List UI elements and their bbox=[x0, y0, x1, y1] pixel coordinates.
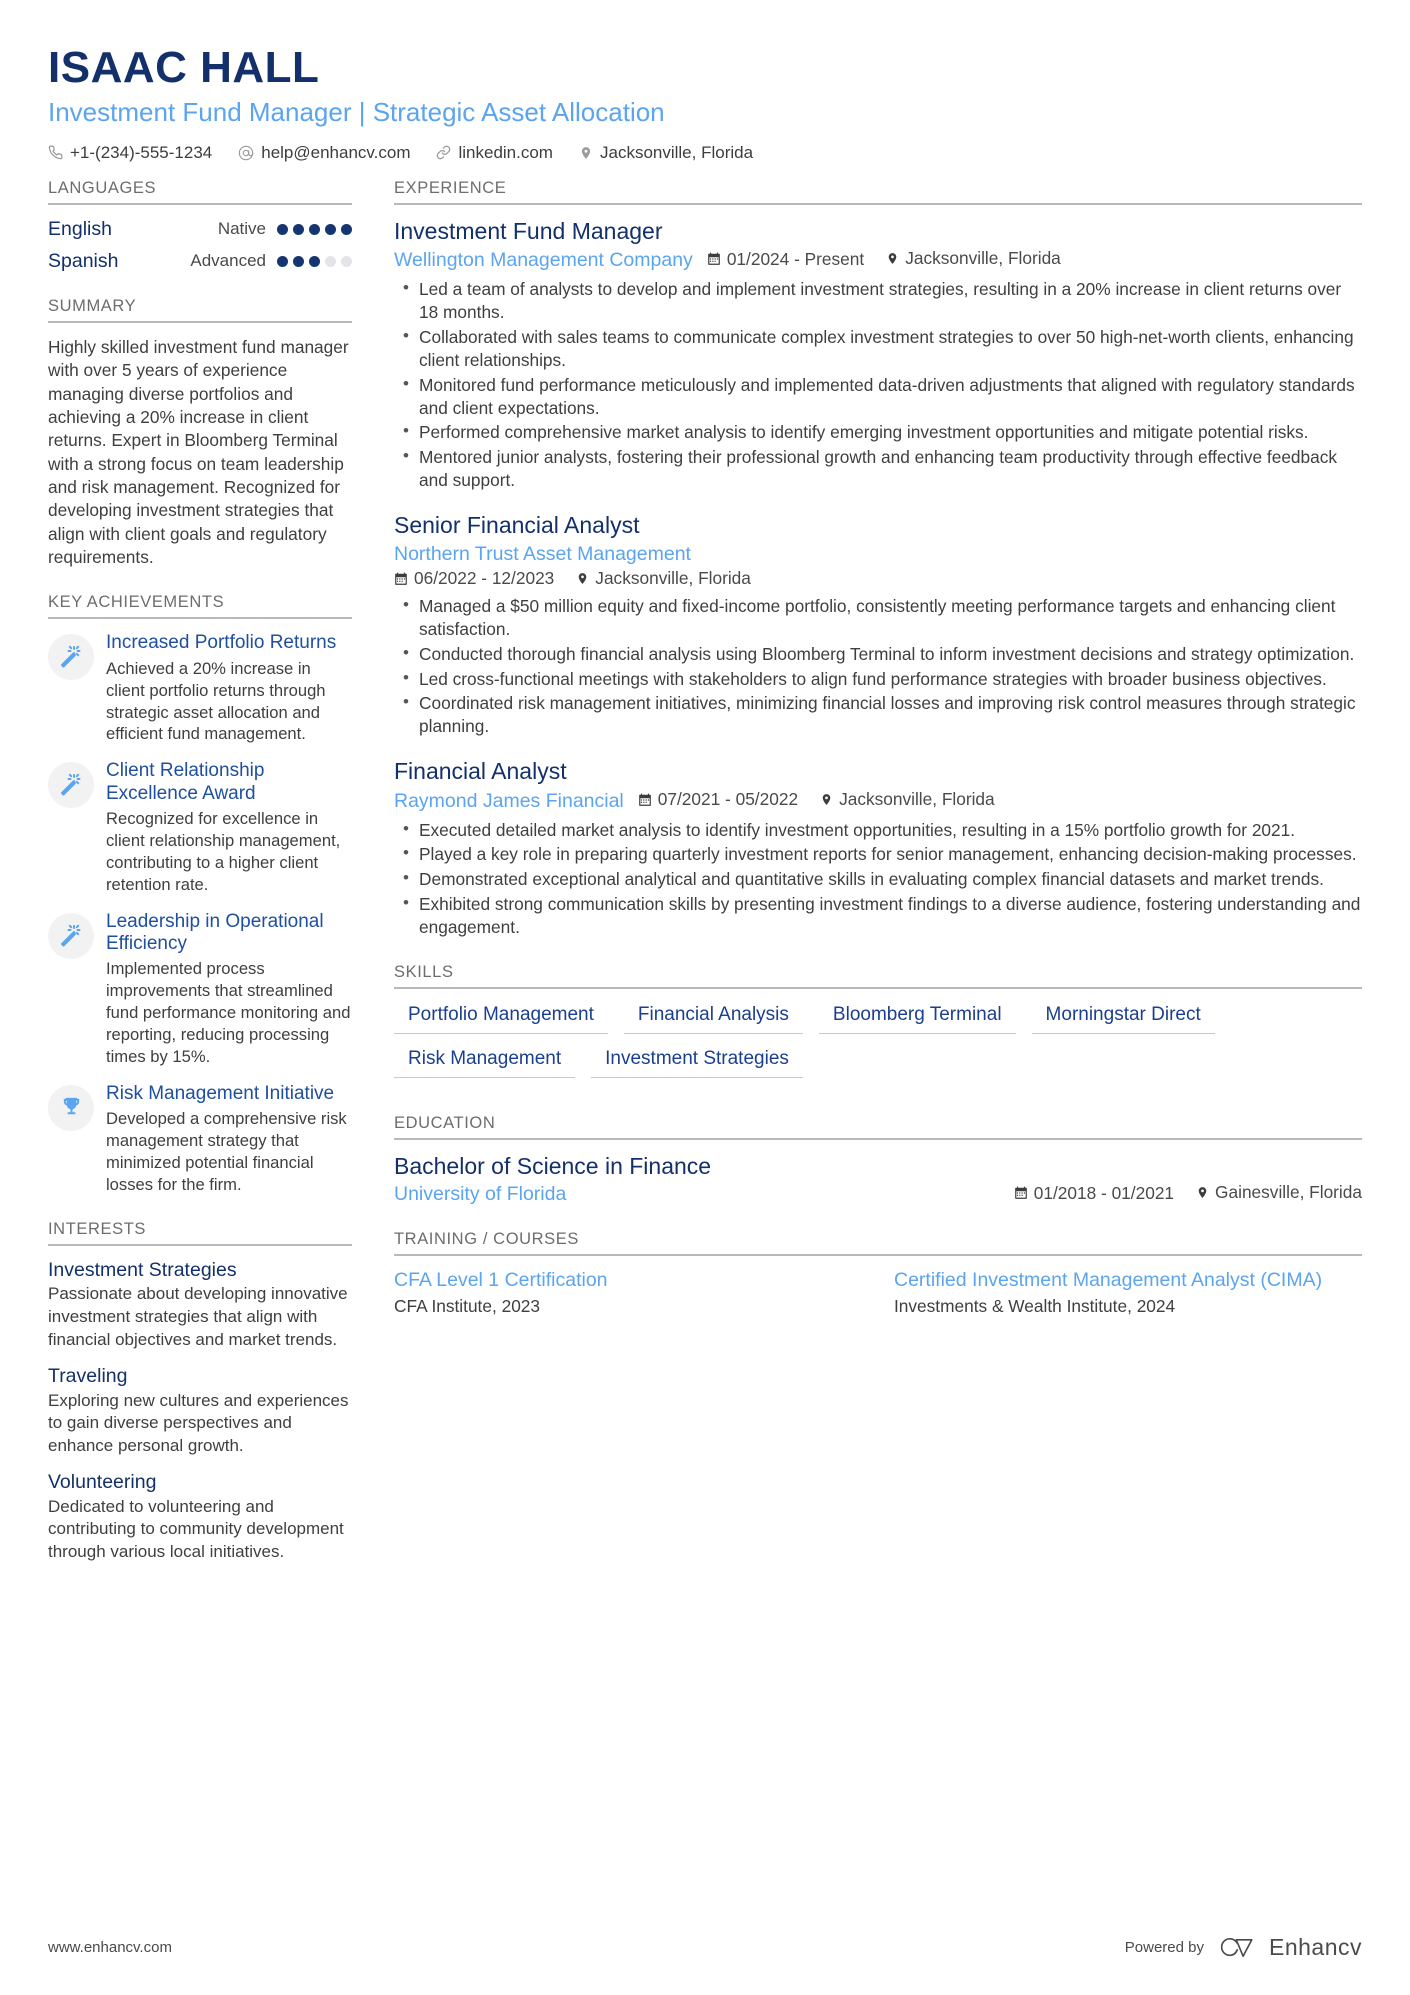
job-bullet: • Demonstrated exceptional analytical and quantitative skills in evaluating complex financial datasets and market trends. bbox=[416, 868, 1362, 891]
job-location-text: Jacksonville, Florida bbox=[839, 788, 995, 809]
magic-wand-icon bbox=[48, 634, 94, 680]
section-title-experience: EXPERIENCE bbox=[394, 179, 1362, 205]
achievement-title: Increased Portfolio Returns bbox=[106, 632, 337, 654]
skill-chip: Portfolio Management bbox=[394, 1002, 608, 1034]
page-footer bbox=[48, 1934, 1362, 1961]
job-bullet: • Played a key role in preparing quarterly investment reports for senior management, enhancing decision-making processes. bbox=[416, 843, 1362, 866]
achievement-title: Leadership in Operational Efficiency bbox=[106, 910, 324, 955]
contact-location-text: Jacksonville, Florida bbox=[599, 142, 754, 162]
magic-wand-icon bbox=[48, 913, 94, 959]
interest-desc: Dedicated to volunteering and contributing to community development through various local initiatives. bbox=[48, 1496, 344, 1561]
location-pin-icon bbox=[579, 145, 593, 161]
job-bullet: • Led a team of analysts to develop and implement investment strategies, resulting in a 20% increase in client returns over 18 months. bbox=[416, 278, 1362, 324]
experience-item bbox=[394, 758, 1362, 939]
section-title-key-achievements: KEY ACHIEVEMENTS bbox=[48, 593, 352, 619]
skill-chip: Financial Analysis bbox=[624, 1002, 803, 1034]
enhancv-mark-icon bbox=[1218, 1935, 1260, 1961]
language-level: Native bbox=[217, 219, 266, 239]
education-meta-right bbox=[1014, 1182, 1362, 1204]
interest-desc: Passionate about developing innovative investment strategies that align with financial objectives and market trends. bbox=[48, 1284, 348, 1349]
skill-chip: Risk Management bbox=[394, 1046, 575, 1078]
phone-icon bbox=[48, 145, 63, 160]
training-sub: Investments & Wealth Institute, 2024 bbox=[894, 1295, 1176, 1316]
job-meta bbox=[394, 248, 1362, 272]
enhancv-wordmark: Enhancv bbox=[1268, 1934, 1362, 1960]
job-bullet-list bbox=[394, 819, 1362, 939]
job-location bbox=[576, 568, 751, 589]
section-summary bbox=[48, 297, 352, 569]
language-rating-dots bbox=[277, 256, 352, 267]
section-languages bbox=[48, 179, 352, 273]
link-icon bbox=[436, 145, 451, 160]
section-title-interests: INTERESTS bbox=[48, 1220, 352, 1246]
training-item bbox=[878, 1269, 1362, 1316]
contact-linkedin-text: linkedin.com bbox=[458, 142, 553, 162]
education-dates bbox=[1014, 1183, 1174, 1204]
training-sub: CFA Institute, 2023 bbox=[394, 1295, 541, 1316]
achievement-body bbox=[106, 1083, 352, 1196]
training-list bbox=[394, 1269, 1362, 1316]
achievement-body bbox=[106, 911, 352, 1068]
calendar-icon bbox=[707, 252, 721, 266]
section-skills bbox=[394, 963, 1362, 1090]
language-row bbox=[48, 218, 352, 241]
summary-text: Highly skilled investment fund manager with over 5 years of experience managing diverse portfolios and achieving a 20% increase in client returns. Expert in Bloomberg Terminal with a strong focus on team leadership and risk management. Recognized for developing investment strategies that align with client goals and regulatory requirements. bbox=[48, 336, 349, 567]
achievement-title: Risk Management Initiative bbox=[106, 1082, 335, 1104]
candidate-name: ISAAC HALL bbox=[48, 43, 320, 92]
achievement-item bbox=[48, 1083, 352, 1196]
education-dates-text: 01/2018 - 01/2021 bbox=[1033, 1182, 1175, 1203]
contact-row bbox=[48, 143, 1362, 163]
experience-item bbox=[394, 218, 1362, 492]
powered-by-block bbox=[1125, 1934, 1362, 1961]
contact-location bbox=[579, 143, 753, 163]
location-pin-icon bbox=[1196, 1185, 1209, 1200]
job-location-text: Jacksonville, Florida bbox=[905, 248, 1061, 269]
interest-item bbox=[48, 1259, 352, 1351]
job-bullet: • Managed a $50 million equity and fixed-income portfolio, consistently meeting performance targets and enhancing client satisfaction. bbox=[416, 595, 1362, 641]
education-item bbox=[394, 1153, 1362, 1207]
job-title: Investment Fund Manager bbox=[394, 217, 663, 244]
achievement-desc: Developed a comprehensive risk management strategy that minimized potential financial losses for the firm. bbox=[106, 1109, 347, 1195]
section-title-summary: SUMMARY bbox=[48, 297, 352, 323]
footer-website[interactable]: www.enhancv.com bbox=[48, 1939, 172, 1956]
resume-columns bbox=[48, 179, 1362, 1588]
education-meta bbox=[394, 1182, 1362, 1206]
contact-email[interactable] bbox=[238, 143, 410, 163]
powered-by-label: Powered by bbox=[1124, 1939, 1204, 1956]
experience-item bbox=[394, 512, 1362, 738]
enhancv-logo bbox=[1218, 1934, 1362, 1961]
interest-title: Traveling bbox=[48, 1365, 128, 1388]
education-school: University of Florida bbox=[394, 1183, 567, 1206]
contact-phone[interactable] bbox=[48, 143, 212, 163]
education-location-text: Gainesville, Florida bbox=[1215, 1182, 1362, 1203]
skills-list bbox=[394, 1002, 1362, 1090]
job-title: Financial Analyst bbox=[394, 758, 567, 784]
candidate-headline: Investment Fund Manager | Strategic Asset Allocation bbox=[48, 97, 665, 128]
contact-linkedin[interactable] bbox=[436, 143, 553, 163]
training-title: CFA Level 1 Certification bbox=[394, 1269, 608, 1292]
job-bullet: • Exhibited strong communication skills by presenting investment findings to a diverse audience, fostering understanding and engagement. bbox=[416, 893, 1362, 939]
education-degree: Bachelor of Science in Finance bbox=[394, 1152, 712, 1179]
job-bullet: • Collaborated with sales teams to communicate complex investment strategies to over 50 high-net-worth clients, enhancing client relationships. bbox=[416, 326, 1362, 372]
job-bullet: • Performed comprehensive market analysis to identify emerging investment opportunities and mitigate potential risks. bbox=[416, 421, 1362, 444]
email-icon bbox=[238, 145, 254, 161]
achievement-desc: Achieved a 20% increase in client portfolio returns through strategic asset allocation and efficient fund management. bbox=[106, 658, 326, 744]
section-title-education: EDUCATION bbox=[394, 1114, 1362, 1140]
interest-title: Volunteering bbox=[48, 1471, 157, 1494]
job-title: Senior Financial Analyst bbox=[394, 511, 640, 538]
job-company: Raymond James Financial bbox=[394, 789, 624, 812]
skill-chip: Morningstar Direct bbox=[1032, 1002, 1215, 1034]
job-meta bbox=[394, 789, 1362, 813]
job-bullet: • Mentored junior analysts, fostering their professional growth and enhancing team productivity through effective feedback and support. bbox=[416, 446, 1362, 492]
job-location bbox=[820, 789, 995, 810]
job-meta bbox=[394, 543, 1362, 590]
job-dates bbox=[707, 249, 864, 270]
section-interests bbox=[48, 1220, 352, 1564]
job-bullet: • Coordinated risk management initiatives, minimizing financial losses and improving risk control measures through strategic planning. bbox=[416, 692, 1362, 738]
job-dates-text: 01/2024 - Present bbox=[726, 248, 865, 269]
education-location bbox=[1196, 1182, 1362, 1203]
training-title: Certified Investment Management Analyst (CIMA) bbox=[894, 1269, 1323, 1292]
section-education bbox=[394, 1114, 1362, 1207]
language-rating-dots bbox=[277, 224, 352, 235]
interest-item bbox=[48, 1471, 352, 1563]
job-dates-text: 07/2021 - 05/2022 bbox=[657, 789, 799, 810]
job-bullet-list bbox=[394, 595, 1362, 738]
achievement-desc: Implemented process improvements that streamlined fund performance monitoring and reporting, reducing processing times by 15%. bbox=[106, 959, 351, 1067]
language-name: English bbox=[48, 217, 112, 240]
contact-email-text: help@enhancv.com bbox=[261, 142, 411, 162]
job-bullet: • Monitored fund performance meticulously and implemented data-driven adjustments that aligned with regulatory standards and client expectations. bbox=[416, 374, 1362, 420]
trophy-icon bbox=[48, 1085, 94, 1131]
job-bullet-list bbox=[394, 278, 1362, 491]
interest-desc: Exploring new cultures and experiences to gain diverse perspectives and enhance personal growth. bbox=[48, 1390, 349, 1455]
job-location bbox=[886, 248, 1061, 269]
achievement-body bbox=[106, 760, 352, 895]
calendar-icon bbox=[638, 793, 652, 807]
section-key-achievements bbox=[48, 593, 352, 1196]
contact-phone-text: +1-(234)-555-1234 bbox=[70, 142, 213, 162]
skill-chip: Bloomberg Terminal bbox=[819, 1002, 1016, 1034]
calendar-icon bbox=[1014, 1186, 1028, 1200]
interest-item bbox=[48, 1365, 352, 1457]
job-location-text: Jacksonville, Florida bbox=[595, 567, 751, 588]
job-dates bbox=[638, 789, 798, 810]
achievement-body bbox=[106, 632, 352, 745]
section-experience bbox=[394, 179, 1362, 939]
section-title-training: TRAINING / COURSES bbox=[394, 1230, 1362, 1256]
job-bullet: • Conducted thorough financial analysis using Bloomberg Terminal to inform investment decisions and strategy optimization. bbox=[416, 643, 1362, 666]
training-item bbox=[394, 1269, 878, 1316]
language-level: Advanced bbox=[190, 251, 266, 271]
language-row bbox=[48, 250, 352, 273]
section-title-skills: SKILLS bbox=[394, 963, 1362, 989]
job-bullet: • Executed detailed market analysis to identify investment opportunities, resulting in a 15% portfolio growth for 2021. bbox=[416, 819, 1362, 842]
right-column bbox=[380, 179, 1362, 1341]
achievement-item bbox=[48, 760, 352, 895]
magic-wand-icon bbox=[48, 762, 94, 808]
achievement-item bbox=[48, 911, 352, 1068]
language-name: Spanish bbox=[48, 249, 119, 272]
section-title-languages: LANGUAGES bbox=[48, 179, 352, 205]
achievement-desc: Recognized for excellence in client relationship management, contributing to a higher client retention rate. bbox=[106, 809, 341, 894]
job-dates-text: 06/2022 - 12/2023 bbox=[414, 568, 555, 589]
left-column bbox=[48, 179, 380, 1588]
interest-title: Investment Strategies bbox=[48, 1258, 237, 1281]
location-pin-icon bbox=[576, 571, 589, 586]
location-pin-icon bbox=[886, 251, 899, 266]
achievement-title: Client Relationship Excellence Award bbox=[106, 760, 265, 804]
job-company: Northern Trust Asset Management bbox=[394, 542, 691, 565]
job-bullet: • Led cross-functional meetings with stakeholders to align fund performance strategies with broader business objectives. bbox=[416, 668, 1362, 691]
job-company: Wellington Management Company bbox=[394, 249, 693, 272]
job-dates bbox=[394, 568, 554, 589]
location-pin-icon bbox=[820, 792, 833, 807]
resume-header bbox=[48, 44, 1362, 163]
calendar-icon bbox=[394, 572, 408, 586]
section-training bbox=[394, 1230, 1362, 1316]
achievement-item bbox=[48, 632, 352, 745]
skill-chip: Investment Strategies bbox=[591, 1046, 803, 1078]
